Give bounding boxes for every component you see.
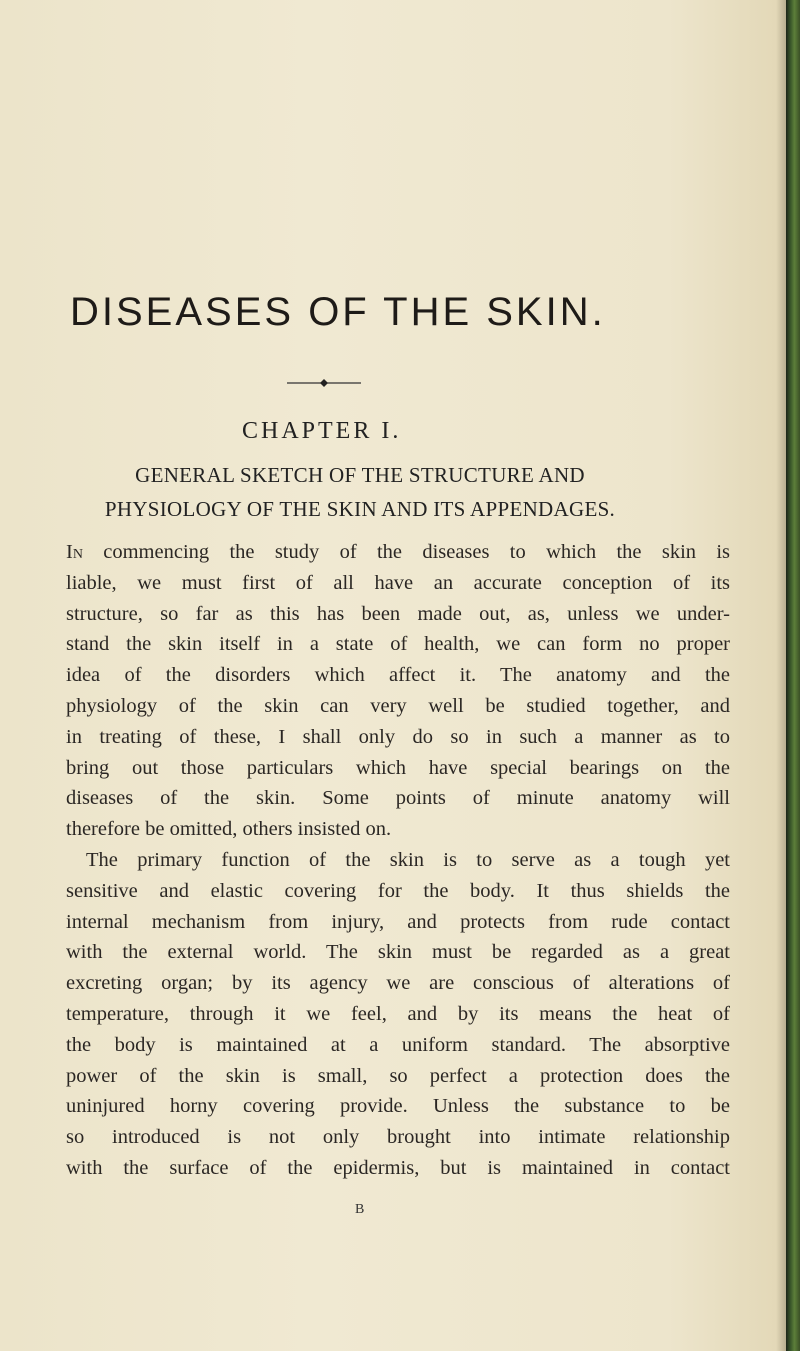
text-line: stand the skin itself in a state of health, we can form no proper bbox=[66, 633, 730, 656]
text-line: the body is maintained at a uniform standard. The absorptive bbox=[66, 1033, 730, 1056]
text-line: with the external world. The skin must be regarded as a great bbox=[66, 941, 730, 964]
text-line: temperature, through it we feel, and by its means the heat of bbox=[66, 1002, 730, 1025]
text-line: therefore be omitted, others insisted on. bbox=[66, 818, 392, 841]
text-line: in treating of these, I shall only do so in such a manner as to bbox=[66, 725, 730, 748]
text-line: liable, we must first of all have an accurate conception of its bbox=[66, 571, 730, 594]
text-line: power of the skin is small, so perfect a protection does the bbox=[66, 1064, 730, 1087]
text-line: excreting organ; by its agency we are conscious of alterations of bbox=[66, 972, 730, 995]
text-line: sensitive and elastic covering for the body. It thus shields the bbox=[66, 879, 730, 902]
text-line: structure, so far as this has been made out, as, unless we under- bbox=[66, 602, 730, 625]
text-line: bring out those particulars which have special bearings on the bbox=[66, 756, 730, 779]
chapter-subtitle-line-2: PHYSIOLOGY OF THE SKIN AND ITS APPENDAGES. bbox=[104, 497, 616, 521]
text-line: uninjured horny covering provide. Unless the substance to be bbox=[66, 1095, 730, 1118]
book-title: DISEASES OF THE SKIN. bbox=[70, 290, 606, 334]
paragraph-2 bbox=[66, 845, 730, 1184]
chapter-subtitle bbox=[60, 458, 660, 526]
gutter-shadow bbox=[776, 0, 786, 1351]
text-line: so introduced is not only brought into intimate relationship bbox=[66, 1126, 730, 1149]
lead-in-word: In bbox=[66, 541, 83, 563]
chapter-heading: CHAPTER I. bbox=[242, 418, 402, 444]
chapter-body bbox=[66, 537, 730, 1184]
chapter-subtitle-line-1: GENERAL SKETCH OF THE STRUCTURE AND bbox=[135, 463, 585, 487]
text-line bbox=[66, 537, 730, 568]
book-spine bbox=[786, 0, 800, 1351]
text-line: internal mechanism from injury, and protects from rude contact bbox=[66, 910, 730, 933]
ornament-divider-icon bbox=[287, 378, 361, 388]
text-line: physiology of the skin can very well be studied together, and bbox=[66, 694, 730, 717]
text-line-content: commencing the study of the diseases to which the skin is bbox=[103, 541, 731, 563]
paragraph-1 bbox=[66, 537, 730, 845]
text-line: diseases of the skin. Some points of minute anatomy will bbox=[66, 787, 730, 810]
text-line: idea of the disorders which affect it. The anatomy and the bbox=[66, 664, 730, 687]
signature-mark: B bbox=[355, 1202, 365, 1217]
text-line: with the surface of the epidermis, but is maintained in contact bbox=[66, 1156, 730, 1179]
text-line: The primary function of the skin is to serve as a tough yet bbox=[86, 848, 730, 871]
